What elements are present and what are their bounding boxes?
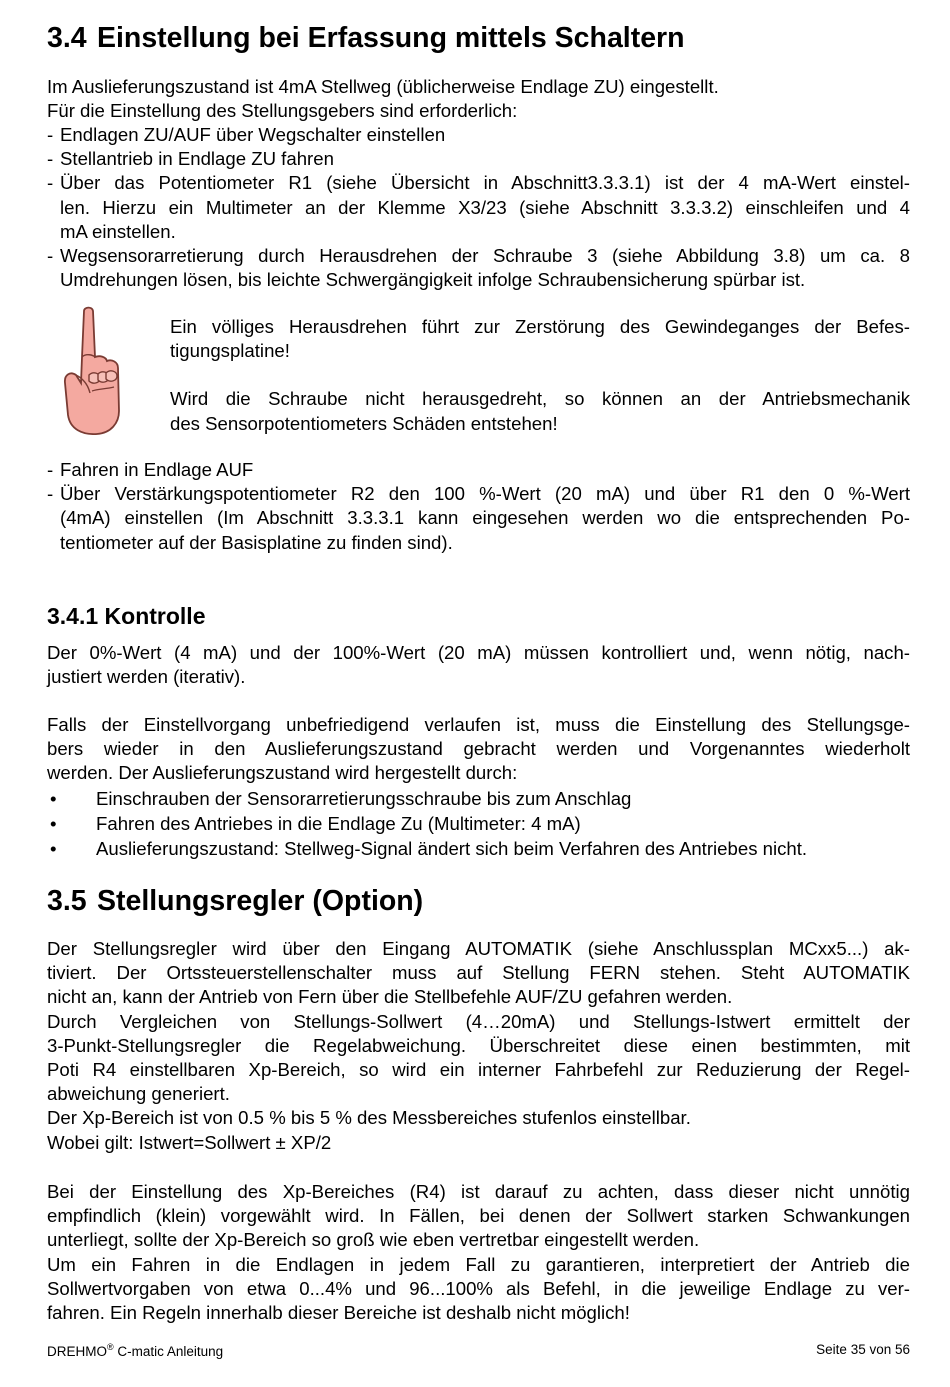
kontrolle-paragraph-2: Falls der Einstellvorgang unbefriedigend verlaufen ist, muss die Einstellung des Stellungsge- bers wieder in den Auslieferungszustand gebracht werden und Vorgenanntes wiederholt werden. Der Auslieferungszustand wird hergestellt durch: [47,714,910,784]
list-item: - Stellantrieb in Endlage ZU fahren [47,148,334,170]
warning-notice [170,315,910,436]
page-number: Seite 35 von 56 [816,1342,910,1357]
notice-line: Ein völliges Herausdrehen führt zur Zerstörung des Gewindeganges der Befes- [170,316,910,337]
bullet-list [47,786,910,861]
footer-product: DREHMO® C-matic Anleitung [47,1342,224,1359]
warning-hand-icon [62,305,124,435]
notice-line: tigungsplatine! [170,340,290,362]
intro-paragraph [47,75,910,123]
section-heading-3-4 [47,24,685,53]
list-item: - Über Verstärkungspotentiometer R2 den 100 %-Wert (20 mA) und über R1 den 0 %-Wert (4mA) einstellen (Im Abschnitt 3.3.3.1 kann eingesehen werden wo die entsprechenden Po- tentiometer auf der Basisplatine zu finden sind). [47,483,910,553]
section-title: Stellungsregler (Option) [97,885,424,917]
xp-bereich-paragraph: Bei der Einstellung des Xp-Bereiches (R4) ist darauf zu achten, dass dieser nicht unnötig empfindlich (klein) vorgewählt wird. In Fällen, bei denen der Sollwert starken Schwankungen unterliegt, sollte der Xp-Bereich so groß wie eben vertretbar eingestellt werden. Um ein Fahren in die Endlagen in jedem Fall zu garantieren, interpretiert der Antrieb die Sollwertvorgaben von etwa 0...4% und 96...100% als Befehl, in die jeweilige Endlage zu ver- fahren. Ein Regeln innerhalb dieser Bereiche ist deshalb nicht möglich! [47,1181,910,1324]
list-item: • Einschrauben der Sensorarretierungsschraube bis zum Anschlag [50,788,632,809]
notice-line: Wird die Schraube nicht herausgedreht, so können an der Antriebsmechanik [170,388,910,410]
list-item: - Wegsensorarretierung durch Herausdrehen der Schraube 3 (siehe Abbildung 3.8) um ca. 8 Umdrehungen lösen, bis leichte Schwergängigkeit infolge Schraubensicherung spürbar ist. [47,245,910,291]
steps-list [47,123,910,292]
section-number: 3.5 [47,885,87,917]
kontrolle-paragraph: Der 0%-Wert (4 mA) und der 100%-Wert (20 mA) müssen kontrolliert und, wenn nötig, nach- justiert werden (iterativ). [47,642,910,688]
subsection-heading-kontrolle: 3.4.1 Kontrolle [47,603,206,629]
list-item: • Auslieferungszustand: Stellweg-Signal ändert sich beim Verfahren des Antriebes nicht. [50,838,808,859]
list-item: - Über das Potentiometer R1 (siehe Übersicht in Abschnitt3.3.3.1) ist der 4 mA-Wert einstel- len. Hierzu ein Multimeter an der Klemme X3/23 (siehe Abschnitt 3.3.3.2) einschleifen und 4 mA einstellen. [47,172,910,242]
intro-line: Für die Einstellung des Stellungsgebers sind erforderlich: [47,100,518,122]
list-item: • Fahren des Antriebes in die Endlage Zu (Multimeter: 4 mA) [50,813,581,834]
list-item: - Fahren in Endlage AUF [47,459,254,480]
intro-line: Im Auslieferungszustand ist 4mA Stellweg (üblicherweise Endlage ZU) eingestellt. [47,76,719,97]
section-title: Einstellung bei Erfassung mittels Schaltern [97,22,685,54]
section-heading-3-5 [47,887,423,916]
notice-line: des Sensorpotentiometers Schäden entstehen! [170,412,558,434]
list-item: - Endlagen ZU/AUF über Wegschalter einstellen [47,124,446,145]
steps-list [47,458,910,555]
stellungsregler-paragraph: Der Stellungsregler wird über den Eingang AUTOMATIK (siehe Anschlussplan MCxx5...) ak- tiviert. Der Ortssteuerstellenschalter muss auf Stellung FERN stehen. Steht AUTOMATIK nicht an, kann der Antrieb von Fern über die Stellbefehle AUF/ZU gefahren werden. Durch Vergleichen von Stellungs-Sollwert (4…20mA) und Stellungs-Istwert ermittelt der 3-Punkt-Stellungsregler die Regelabweichung. Überschreitet diese einen bestimmten, mit Poti R4 einstellbaren Xp-Bereich, so wird ein interner Fahrbefehl zur Reduzierung der Regel- abweichung generiert. Der Xp-Bereich ist von 0.5 % bis 5 % des Messbereiches stufenlos einstellbar. Wobei gilt: Istwert=Sollwert ± XP/2 [47,938,910,1153]
section-number: 3.4 [47,22,87,54]
